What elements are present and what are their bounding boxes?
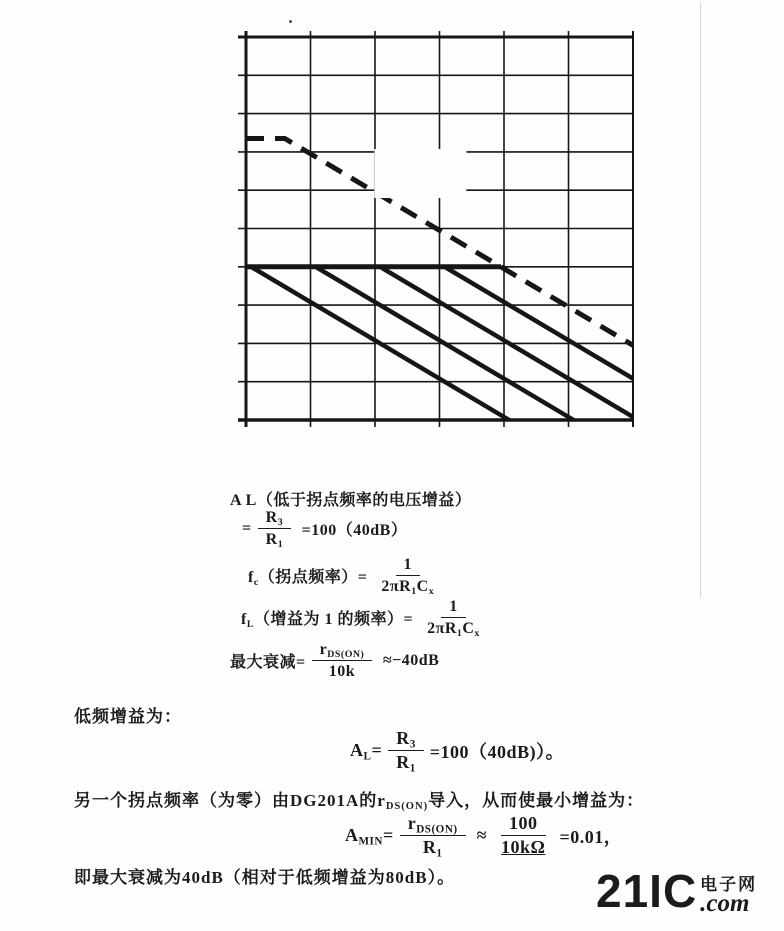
formula-al-definition: [230, 487, 471, 510]
equation-text: =: [242, 519, 252, 537]
site-watermark: [596, 865, 758, 918]
formula-max-attenuation: [230, 641, 439, 681]
open-loop-label-bg: [374, 149, 466, 198]
paragraph-corner-frequency: 另一个拐点频率（为零）由DG201A的$r_{DS(ON)}$导入，从而使最小增益为：: [74, 791, 645, 813]
formula-unity-gain-frequency: [241, 598, 494, 638]
equation-text: =100（40dB）: [297, 522, 408, 540]
paragraph-max-attenuation: 即最大衰减为40dB（相对于低频增益为80dB）。: [74, 868, 456, 887]
equation-text: $f_c$（拐点频率）=: [248, 569, 368, 589]
watermark-suffix: 电子网: [700, 875, 758, 894]
fraction: $\frac{100}{10k\Omega}$: [501, 813, 546, 858]
equation-text: A L（低于拐点频率的电压增益）: [230, 492, 472, 509]
fraction: $\frac{r_{DS(ON)}}{R_1}$: [400, 814, 466, 858]
formula-al-value: [242, 509, 407, 549]
equation-text: ≈: [471, 825, 488, 846]
fraction: $\frac{R_3}{R_1}$: [258, 509, 292, 549]
equation-al: [350, 729, 564, 773]
fraction: $\frac{R_3}{R_1}$: [388, 729, 424, 773]
watermark-domain: .com: [700, 890, 750, 917]
equation-amin: [345, 814, 622, 858]
scan-artifact-dot: [289, 20, 292, 23]
watermark-brand: 21IC: [596, 865, 698, 917]
scan-artifact-edge-line: [700, 2, 701, 598]
fraction: $\frac{1}{2\pi R_1C_x}$: [381, 556, 435, 598]
paragraph-low-freq-gain: 低频增益为：: [74, 707, 182, 726]
equation-text: $A_{MIN}=$: [345, 825, 394, 848]
watermark-side: [700, 870, 757, 918]
series-attenuation-slope-3: [380, 267, 633, 417]
equation-text: =100（40dB)）。: [429, 741, 565, 762]
equation-text: ≈−40dB: [378, 651, 440, 669]
fraction: $\frac{r_{DS(ON)}}{10k}$: [312, 641, 373, 681]
fraction: $\frac{1}{2\pi R_1C_x}$: [427, 598, 480, 640]
equation-text: $A_L=$: [350, 740, 383, 763]
equation-text: 最大衰减=: [230, 654, 306, 672]
equation-text: $f_L$（增益为 1 的频率）=: [241, 611, 414, 631]
formula-corner-frequency: [248, 556, 448, 596]
equation-text: =0.01，: [559, 826, 623, 847]
